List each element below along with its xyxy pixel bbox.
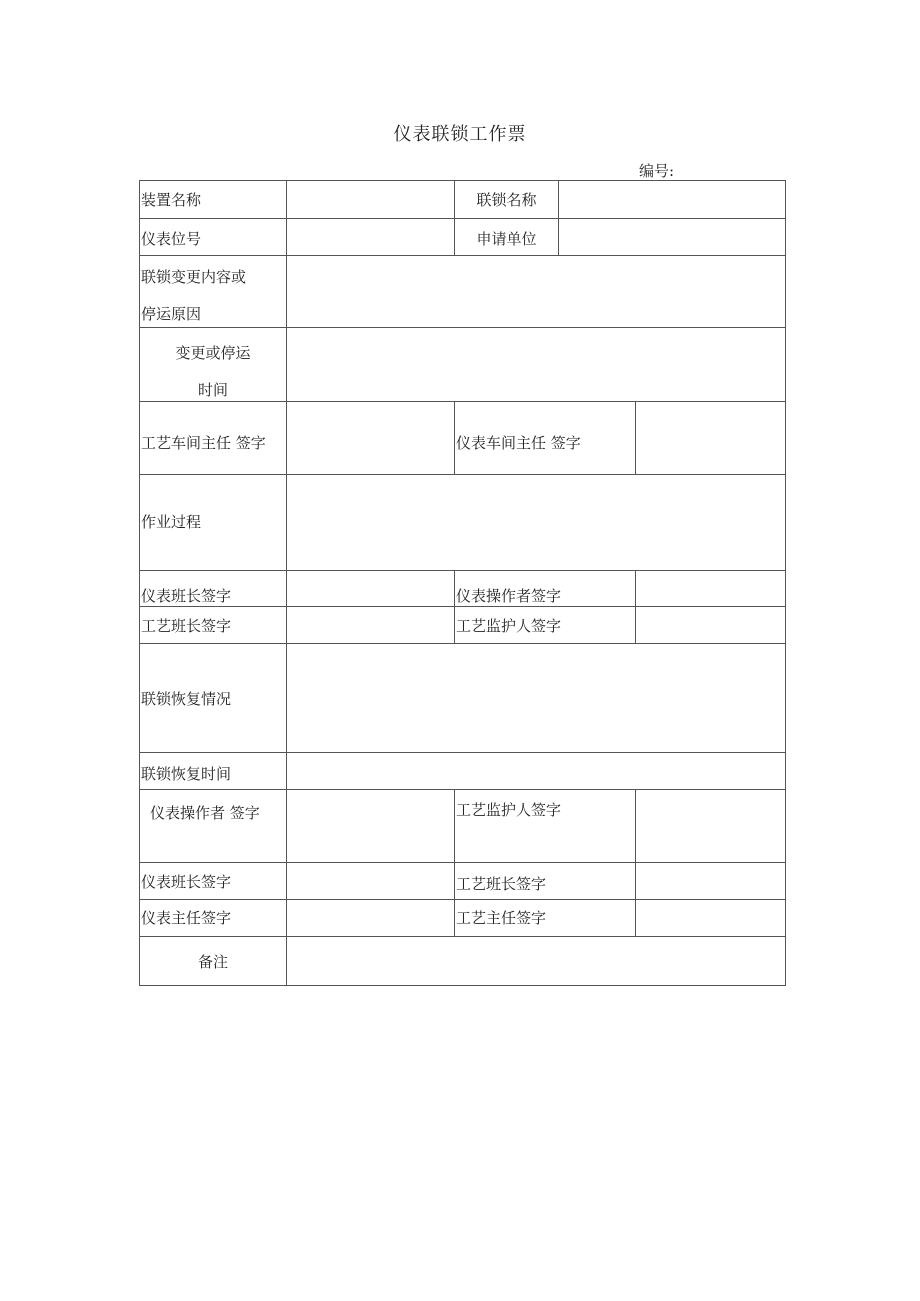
work-ticket-form — [139, 180, 786, 986]
column-divider — [635, 789, 636, 936]
row-divider — [140, 936, 785, 937]
row-divider — [140, 643, 785, 644]
row-divider — [140, 899, 785, 900]
instrument-chief-sign-label: 仪表主任签字 — [141, 909, 232, 927]
tag-number-label: 仪表位号 — [141, 230, 202, 248]
page-title: 仪表联锁工作票 — [393, 124, 527, 145]
process-chief-sign-label: 工艺主任签字 — [456, 909, 547, 927]
row-divider — [140, 752, 785, 753]
instrument-leader-sign-label: 仪表班长签字 — [141, 587, 232, 605]
process-guardian-sign-label-2: 工艺监护人签字 — [456, 801, 562, 819]
instrument-operator-sign-label: 仪表操作者签字 — [456, 587, 562, 605]
device-name-label: 装置名称 — [141, 191, 202, 209]
change-content-label-line1: 联锁变更内容或 — [141, 268, 247, 286]
row-divider — [140, 218, 785, 219]
row-divider — [140, 606, 785, 607]
interlock-name-label: 联锁名称 — [476, 191, 537, 209]
column-divider — [558, 181, 559, 255]
process-director-sign-label: 工艺车间主任 签字 — [141, 434, 266, 452]
column-divider — [286, 181, 287, 985]
process-leader-sign-label: 工艺班长签字 — [141, 617, 232, 635]
instrument-director-sign-label: 仪表车间主任 签字 — [456, 434, 581, 452]
column-divider — [454, 570, 455, 643]
column-divider — [635, 570, 636, 643]
process-guardian-sign-label: 工艺监护人签字 — [456, 617, 562, 635]
applicant-unit-label: 申请单位 — [476, 230, 537, 248]
row-divider — [140, 789, 785, 790]
row-divider — [140, 862, 785, 863]
row-divider — [140, 570, 785, 571]
process-leader-sign-label-2: 工艺班长签字 — [456, 875, 547, 893]
row-divider — [140, 327, 785, 328]
column-divider — [454, 401, 455, 474]
column-divider — [454, 789, 455, 936]
instrument-leader-sign-label-2: 仪表班长签字 — [141, 873, 232, 891]
remarks-label: 备注 — [197, 953, 228, 971]
row-divider — [140, 401, 785, 402]
row-divider — [140, 255, 785, 256]
change-time-label-line1: 变更或停运 — [175, 344, 251, 362]
change-content-label-line2: 停运原因 — [141, 305, 202, 323]
change-time-label-line2: 时间 — [197, 381, 228, 399]
work-process-label: 作业过程 — [141, 513, 202, 531]
restore-time-label: 联锁恢复时间 — [141, 765, 232, 783]
instrument-operator-sign-label-2: 仪表操作者 签字 — [150, 804, 260, 822]
serial-number-label: 编号: — [639, 162, 675, 180]
restore-status-label: 联锁恢复情况 — [141, 690, 232, 708]
row-divider — [140, 474, 785, 475]
column-divider — [635, 401, 636, 474]
